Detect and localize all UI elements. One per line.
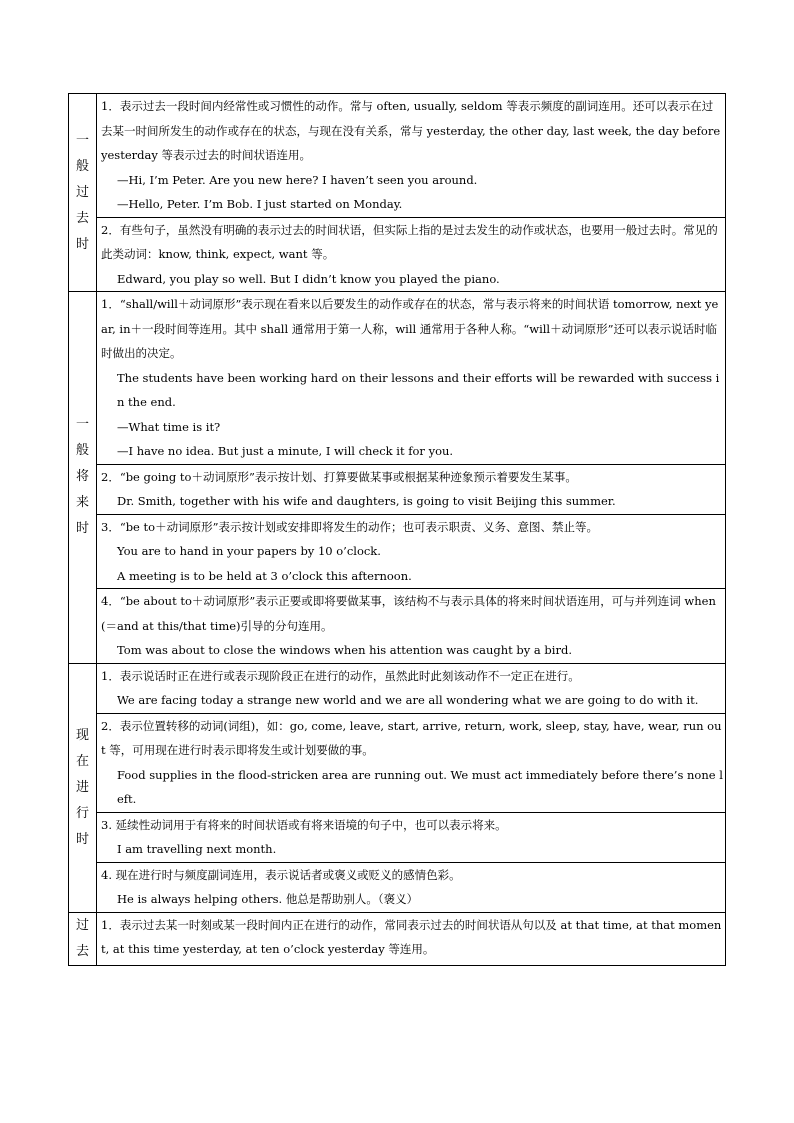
tense-label-char: 般	[75, 443, 89, 459]
grammar-table-body	[69, 94, 726, 966]
usage-content	[97, 664, 725, 713]
usage-rule: 2．有些句子，虽然没有明确的表示过去的时间状语，但实际上指的是过去发生的动作或状态，也要用一般过去时。常见的此类动词：know, think, expect, want 等。	[101, 222, 718, 261]
example-sentence: Dr. Smith, together with his wife and daughters, is going to visit Beijing this summer.	[117, 494, 616, 508]
usage-content	[97, 589, 725, 663]
table-row	[69, 514, 726, 589]
tense-label-cell	[69, 94, 97, 292]
table-row	[69, 663, 726, 713]
example-sentence: We are facing today a strange new world and we are all wondering what we are going to do with it.	[117, 693, 699, 707]
table-row	[69, 713, 726, 812]
tense-label-char: 将	[75, 469, 89, 485]
usage-rule: 2．“be going to＋动词原形”表示按计划、打算要做某事或根据某种迹象预示着要发生某事。	[101, 469, 577, 484]
table-row	[69, 589, 726, 664]
usage-content	[97, 515, 725, 589]
table-row	[69, 217, 726, 292]
example-sentence: —Hello, Peter. I’m Bob. I just started on Monday.	[117, 197, 403, 211]
tense-label-cell	[69, 292, 97, 664]
table-row	[69, 812, 726, 862]
example-sentence: He is always helping others. 他总是帮助别人。（褒义）	[117, 892, 419, 906]
tense-label-char: 时	[75, 521, 89, 537]
usage-cell	[97, 812, 726, 862]
usage-cell	[97, 589, 726, 664]
tense-label-cell	[69, 912, 97, 965]
table-row	[69, 912, 726, 965]
tense-label-char: 现	[75, 727, 89, 743]
usage-cell	[97, 217, 726, 292]
usage-cell	[97, 862, 726, 912]
usage-rule: 4．“be about to＋动词原形”表示正要或即将要做某事，该结构不与表示具体的将来时间状语连用，可与并列连词 when(＝and at this/that time)引导的分句连用。	[101, 594, 716, 633]
usage-rule: 1．表示过去某一时刻或某一段时间内正在进行的动作，常同表示过去的时间状语从句以及 at that time, at that moment, at this time yesterday, at ten o’clock yesterday 等连用。	[101, 917, 722, 956]
grammar-table	[68, 93, 726, 966]
example-sentence: A meeting is to be held at 3 o’clock this afternoon.	[117, 568, 412, 583]
tense-label-char: 过	[75, 917, 89, 933]
usage-rule: 1．表示过去一段时间内经常性或习惯性的动作。常与 often, usually, seldom 等表示频度的副词连用。还可以表示在过去某一时间所发生的动作或存在的状态，与现在没有关系，常与 yesterday, the other day, last week, the day before yesterday 等表示过去的时间状语连用。	[101, 99, 721, 162]
usage-content	[97, 813, 725, 862]
tense-label-cell	[69, 663, 97, 912]
usage-content	[97, 714, 725, 812]
usage-rule: 1．“shall/will＋动词原形”表示现在看来以后要发生的动作或存在的状态，常与表示将来的时间状语 tomorrow, next year, in＋一段时间等连用。其中 shall 通常用于第一人称，will 通常用于各种人称。“will＋动词原形”还可以表示说话时临时做出的决定。	[101, 297, 719, 360]
usage-rule: 2．表示位置转移的动词(词组)，如：go, come, leave, start, arrive, return, work, sleep, stay, have, wear, run out 等，可用现在进行时表示即将发生或计划要做的事。	[101, 718, 722, 757]
tense-label-char: 一	[75, 132, 89, 148]
usage-cell	[97, 663, 726, 713]
usage-rule: 4. 现在进行时与频度副词连用，表示说话者或褒义或贬义的感情色彩。	[101, 867, 461, 882]
example-sentence: —I have no idea. But just a minute, I will check it for you.	[117, 444, 454, 458]
usage-content	[97, 218, 725, 292]
usage-cell	[97, 464, 726, 514]
table-row	[69, 292, 726, 465]
example-sentence: —What time is it?	[117, 419, 221, 434]
usage-content	[97, 465, 725, 514]
example-sentence: Food supplies in the flood-stricken area are running out. We must act immediately before there’s none left.	[117, 767, 723, 806]
table-row	[69, 464, 726, 514]
usage-rule: 3．“be to＋动词原形”表示按计划或安排即将发生的动作；也可表示职责、义务、意图、禁止等。	[101, 519, 598, 534]
usage-content	[97, 94, 725, 217]
usage-cell	[97, 912, 726, 965]
example-sentence: The students have been working hard on their lessons and their efforts will be rewarded with success in the end.	[117, 370, 720, 409]
tense-label-char: 时	[75, 831, 89, 847]
tense-label-char: 去	[75, 210, 89, 226]
usage-content	[97, 292, 725, 464]
usage-content	[97, 913, 725, 962]
usage-cell	[97, 713, 726, 812]
tense-label-char: 在	[75, 753, 89, 769]
example-sentence: —Hi, I’m Peter. Are you new here? I haven’t seen you around.	[117, 172, 478, 187]
usage-rule: 1．表示说话时正在进行或表示现阶段正在进行的动作，虽然此时此刻该动作不一定正在进行。	[101, 668, 580, 683]
usage-cell	[97, 514, 726, 589]
tense-label-char: 行	[75, 805, 89, 821]
example-sentence: I am travelling next month.	[117, 842, 277, 856]
example-sentence: You are to hand in your papers by 10 o’clock.	[117, 544, 381, 558]
example-sentence: Edward, you play so well. But I didn’t know you played the piano.	[117, 271, 500, 286]
table-row	[69, 94, 726, 218]
tense-label-char: 一	[75, 417, 89, 433]
example-sentence: Tom was about to close the windows when his attention was caught by a bird.	[117, 643, 572, 657]
table-row	[69, 862, 726, 912]
usage-content	[97, 863, 725, 912]
tense-label-char: 进	[75, 779, 89, 795]
tense-label-char: 过	[75, 184, 89, 200]
tense-label-char: 来	[75, 495, 89, 511]
tense-label-char: 般	[75, 158, 89, 174]
usage-cell	[97, 94, 726, 218]
usage-cell	[97, 292, 726, 465]
usage-rule: 3. 延续性动词用于有将来的时间状语或有将来语境的句子中，也可以表示将来。	[101, 817, 507, 832]
tense-label-char: 去	[75, 943, 89, 959]
tense-label-char: 时	[75, 236, 89, 252]
